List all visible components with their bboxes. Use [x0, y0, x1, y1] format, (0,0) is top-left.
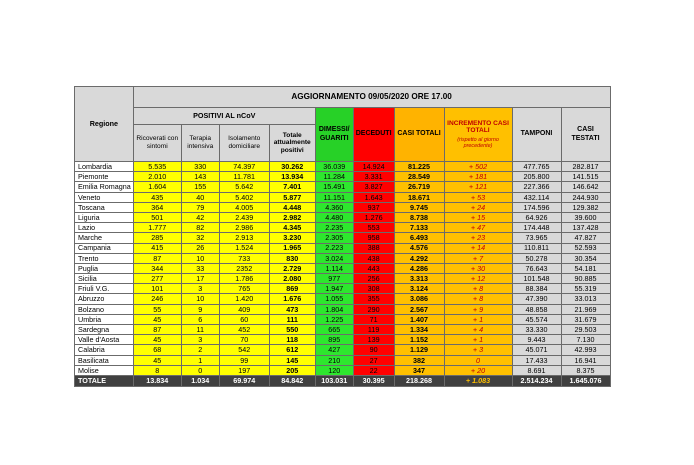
isolamento-cell: 733	[219, 253, 269, 263]
table-row	[75, 202, 611, 212]
deceduti-cell: 22	[353, 365, 394, 375]
casi-testati-cell: 141.515	[561, 172, 610, 182]
terapia-cell: 32	[181, 233, 219, 243]
casi-totali-cell: 9.745	[394, 202, 444, 212]
table-row	[75, 304, 611, 314]
deceduti-cell: 71	[353, 314, 394, 324]
casi-testati-cell: 52.593	[561, 243, 610, 253]
dimessi-cell: 427	[315, 345, 353, 355]
isolamento-cell: 4.005	[219, 202, 269, 212]
tamponi-cell: 76.643	[512, 263, 561, 273]
isolamento-cell: 70	[219, 335, 269, 345]
table-row	[75, 172, 611, 182]
totale-positivi-cell: 205	[269, 365, 315, 375]
totale-positivi-cell: 111	[269, 314, 315, 324]
tamponi-cell: 48.858	[512, 304, 561, 314]
ricoverati-cell: 45	[133, 335, 181, 345]
casi-testati-cell: 244.930	[561, 192, 610, 202]
casi-totali-cell: 1.129	[394, 345, 444, 355]
ricoverati-cell: 5.535	[133, 162, 181, 172]
incremento-cell: + 23	[444, 233, 512, 243]
dimessi-cell: 4.480	[315, 212, 353, 222]
isolamento-cell: 60	[219, 314, 269, 324]
tamponi-cell: 45.574	[512, 314, 561, 324]
header-ricoverati: Ricoverati con sintomi	[133, 125, 181, 162]
terapia-cell: 79	[181, 202, 219, 212]
region-cell: Valle d'Aosta	[75, 335, 134, 345]
dimessi-cell: 895	[315, 335, 353, 345]
casi-testati-cell: 8.375	[561, 365, 610, 375]
totale-positivi-cell: 830	[269, 253, 315, 263]
dimessi-cell: 1.055	[315, 294, 353, 304]
casi-totali-cell: 4.286	[394, 263, 444, 273]
region-cell: Umbria	[75, 314, 134, 324]
deceduti-cell: 14.924	[353, 162, 394, 172]
terapia-cell: 9	[181, 304, 219, 314]
ricoverati-cell: 101	[133, 284, 181, 294]
totale-positivi-cell: 84.842	[269, 375, 315, 386]
header-incremento-label: INCREMENTO CASI TOTALI	[447, 119, 509, 135]
totale-positivi-cell: 3.230	[269, 233, 315, 243]
ricoverati-cell: 1.777	[133, 223, 181, 233]
casi-testati-cell: 30.354	[561, 253, 610, 263]
casi-totali-cell: 6.493	[394, 233, 444, 243]
deceduti-cell: 119	[353, 325, 394, 335]
header-region: Regione	[75, 87, 134, 162]
region-cell: Liguria	[75, 212, 134, 222]
ricoverati-cell: 415	[133, 243, 181, 253]
incremento-cell: + 121	[444, 182, 512, 192]
dimessi-cell: 1.804	[315, 304, 353, 314]
isolamento-cell: 5.402	[219, 192, 269, 202]
ricoverati-cell: 45	[133, 314, 181, 324]
region-cell: Bolzano	[75, 304, 134, 314]
casi-totali-cell: 3.086	[394, 294, 444, 304]
isolamento-cell: 1.524	[219, 243, 269, 253]
deceduti-cell: 1.276	[353, 212, 394, 222]
incremento-cell: + 8	[444, 294, 512, 304]
casi-testati-cell: 282.817	[561, 162, 610, 172]
deceduti-cell: 3.827	[353, 182, 394, 192]
casi-testati-cell: 39.600	[561, 212, 610, 222]
tamponi-cell: 88.384	[512, 284, 561, 294]
ricoverati-cell: 435	[133, 192, 181, 202]
ricoverati-cell: 87	[133, 325, 181, 335]
deceduti-cell: 553	[353, 223, 394, 233]
table-row	[75, 325, 611, 335]
table-row	[75, 314, 611, 324]
table-row	[75, 284, 611, 294]
dimessi-cell: 2.235	[315, 223, 353, 233]
incremento-cell: + 12	[444, 274, 512, 284]
terapia-cell: 1.034	[181, 375, 219, 386]
dimessi-cell: 11.151	[315, 192, 353, 202]
deceduti-cell: 27	[353, 355, 394, 365]
casi-testati-cell: 1.645.076	[561, 375, 610, 386]
incremento-cell: + 15	[444, 212, 512, 222]
incremento-cell: + 4	[444, 325, 512, 335]
region-cell: Puglia	[75, 263, 134, 273]
totale-positivi-cell: 118	[269, 335, 315, 345]
casi-testati-cell: 47.827	[561, 233, 610, 243]
incremento-cell: + 9	[444, 304, 512, 314]
tamponi-cell: 64.926	[512, 212, 561, 222]
casi-testati-cell: 31.679	[561, 314, 610, 324]
casi-testati-cell: 146.642	[561, 182, 610, 192]
deceduti-cell: 438	[353, 253, 394, 263]
dimessi-cell: 2.305	[315, 233, 353, 243]
dimessi-cell: 977	[315, 274, 353, 284]
tamponi-cell: 101.548	[512, 274, 561, 284]
isolamento-cell: 11.781	[219, 172, 269, 182]
dimessi-cell: 15.491	[315, 182, 353, 192]
deceduti-cell: 3.331	[353, 172, 394, 182]
dimessi-cell: 665	[315, 325, 353, 335]
casi-testati-cell: 42.993	[561, 345, 610, 355]
tamponi-cell: 8.691	[512, 365, 561, 375]
ricoverati-cell: 344	[133, 263, 181, 273]
incremento-cell: + 8	[444, 284, 512, 294]
deceduti-cell: 355	[353, 294, 394, 304]
casi-totali-cell: 347	[394, 365, 444, 375]
header-deceduti: DECEDUTI	[353, 108, 394, 162]
isolamento-cell: 74.397	[219, 162, 269, 172]
tamponi-cell: 205.800	[512, 172, 561, 182]
tamponi-cell: 2.514.234	[512, 375, 561, 386]
isolamento-cell: 2352	[219, 263, 269, 273]
terapia-cell: 330	[181, 162, 219, 172]
region-cell: Friuli V.G.	[75, 284, 134, 294]
deceduti-cell: 90	[353, 345, 394, 355]
dimessi-cell: 1.225	[315, 314, 353, 324]
table-row	[75, 335, 611, 345]
isolamento-cell: 765	[219, 284, 269, 294]
deceduti-cell: 937	[353, 202, 394, 212]
header-isolamento: Isolamento domiciliare	[219, 125, 269, 162]
tamponi-cell: 432.114	[512, 192, 561, 202]
incremento-cell: + 53	[444, 192, 512, 202]
isolamento-cell: 197	[219, 365, 269, 375]
region-cell: Marche	[75, 233, 134, 243]
casi-totali-cell: 218.268	[394, 375, 444, 386]
region-cell: Molise	[75, 365, 134, 375]
table-row	[75, 162, 611, 172]
terapia-cell: 11	[181, 325, 219, 335]
deceduti-cell: 139	[353, 335, 394, 345]
casi-totali-cell: 26.719	[394, 182, 444, 192]
totale-positivi-cell: 145	[269, 355, 315, 365]
ricoverati-cell: 68	[133, 345, 181, 355]
totale-positivi-cell: 5.877	[269, 192, 315, 202]
ricoverati-cell: 285	[133, 233, 181, 243]
table-row	[75, 233, 611, 243]
region-cell: Campania	[75, 243, 134, 253]
terapia-cell: 40	[181, 192, 219, 202]
incremento-cell: + 3	[444, 345, 512, 355]
casi-totali-cell: 3.124	[394, 284, 444, 294]
casi-totali-cell: 4.576	[394, 243, 444, 253]
totale-positivi-cell: 473	[269, 304, 315, 314]
tamponi-cell: 174.596	[512, 202, 561, 212]
totale-positivi-cell: 1.676	[269, 294, 315, 304]
isolamento-cell: 1.786	[219, 274, 269, 284]
region-cell: Sardegna	[75, 325, 134, 335]
casi-testati-cell: 90.885	[561, 274, 610, 284]
totale-positivi-cell: 2.729	[269, 263, 315, 273]
totale-positivi-cell: 4.345	[269, 223, 315, 233]
terapia-cell: 3	[181, 335, 219, 345]
totale-positivi-cell: 30.262	[269, 162, 315, 172]
terapia-cell: 155	[181, 182, 219, 192]
totale-positivi-cell: 4.448	[269, 202, 315, 212]
casi-testati-cell: 54.181	[561, 263, 610, 273]
dimessi-cell: 3.024	[315, 253, 353, 263]
casi-totali-cell: 1.407	[394, 314, 444, 324]
dimessi-cell: 11.284	[315, 172, 353, 182]
region-cell: Basilicata	[75, 355, 134, 365]
table-row	[75, 212, 611, 222]
casi-totali-cell: 3.313	[394, 274, 444, 284]
ricoverati-cell: 2.010	[133, 172, 181, 182]
isolamento-cell: 2.986	[219, 223, 269, 233]
casi-totali-cell: 81.225	[394, 162, 444, 172]
terapia-cell: 10	[181, 294, 219, 304]
totale-positivi-cell: 612	[269, 345, 315, 355]
dimessi-cell: 210	[315, 355, 353, 365]
terapia-cell: 10	[181, 253, 219, 263]
terapia-cell: 3	[181, 284, 219, 294]
incremento-cell: + 502	[444, 162, 512, 172]
isolamento-cell: 2.913	[219, 233, 269, 243]
tamponi-cell: 17.433	[512, 355, 561, 365]
tamponi-cell: 50.278	[512, 253, 561, 263]
covid-regional-table	[74, 86, 611, 387]
incremento-cell: + 1.083	[444, 375, 512, 386]
table-row	[75, 355, 611, 365]
ricoverati-cell: 1.604	[133, 182, 181, 192]
casi-testati-cell: 7.130	[561, 335, 610, 345]
incremento-cell: + 181	[444, 172, 512, 182]
terapia-cell: 33	[181, 263, 219, 273]
terapia-cell: 26	[181, 243, 219, 253]
table-row	[75, 253, 611, 263]
incremento-cell: 0	[444, 355, 512, 365]
casi-totali-cell: 2.567	[394, 304, 444, 314]
casi-testati-cell: 129.382	[561, 202, 610, 212]
deceduti-cell: 443	[353, 263, 394, 273]
incremento-cell: + 30	[444, 263, 512, 273]
ricoverati-cell: 45	[133, 355, 181, 365]
header-positivi-group: POSITIVI AL nCoV	[133, 108, 315, 125]
isolamento-cell: 542	[219, 345, 269, 355]
region-cell: Veneto	[75, 192, 134, 202]
deceduti-cell: 30.395	[353, 375, 394, 386]
table-row	[75, 274, 611, 284]
terapia-cell: 6	[181, 314, 219, 324]
isolamento-cell: 452	[219, 325, 269, 335]
ricoverati-cell: 13.834	[133, 375, 181, 386]
header-incremento-note: (rispetto al giorno precedente)	[457, 136, 499, 150]
deceduti-cell: 388	[353, 243, 394, 253]
header-totale-positivi: Totale attualmente positivi	[269, 125, 315, 162]
casi-totali-cell: 8.738	[394, 212, 444, 222]
terapia-cell: 42	[181, 212, 219, 222]
dimessi-cell: 36.039	[315, 162, 353, 172]
casi-totali-cell: 382	[394, 355, 444, 365]
region-cell: Lombardia	[75, 162, 134, 172]
header-terapia: Terapia intensiva	[181, 125, 219, 162]
dimessi-cell: 4.360	[315, 202, 353, 212]
isolamento-cell: 99	[219, 355, 269, 365]
deceduti-cell: 290	[353, 304, 394, 314]
region-cell: Sicilia	[75, 274, 134, 284]
total-row	[75, 375, 611, 386]
deceduti-cell: 958	[353, 233, 394, 243]
tamponi-cell: 9.443	[512, 335, 561, 345]
tamponi-cell: 174.448	[512, 223, 561, 233]
totale-positivi-cell: 869	[269, 284, 315, 294]
header-incremento	[444, 108, 512, 162]
casi-testati-cell: 33.013	[561, 294, 610, 304]
table-header	[75, 87, 611, 162]
header-tamponi: TAMPONI	[512, 108, 561, 162]
tamponi-cell: 47.390	[512, 294, 561, 304]
tamponi-cell: 73.965	[512, 233, 561, 243]
ricoverati-cell: 246	[133, 294, 181, 304]
table-body	[75, 162, 611, 387]
casi-totali-cell: 1.334	[394, 325, 444, 335]
region-cell: Toscana	[75, 202, 134, 212]
isolamento-cell: 2.439	[219, 212, 269, 222]
casi-totali-cell: 18.671	[394, 192, 444, 202]
terapia-cell: 1	[181, 355, 219, 365]
incremento-cell: + 24	[444, 202, 512, 212]
casi-testati-cell: 21.969	[561, 304, 610, 314]
tamponi-cell: 45.071	[512, 345, 561, 355]
dimessi-cell: 1.114	[315, 263, 353, 273]
casi-testati-cell: 29.503	[561, 325, 610, 335]
dimessi-cell: 2.223	[315, 243, 353, 253]
dimessi-cell: 120	[315, 365, 353, 375]
casi-testati-cell: 137.428	[561, 223, 610, 233]
casi-testati-cell: 16.941	[561, 355, 610, 365]
ricoverati-cell: 87	[133, 253, 181, 263]
isolamento-cell: 409	[219, 304, 269, 314]
tamponi-cell: 477.765	[512, 162, 561, 172]
report-title: AGGIORNAMENTO 09/05/2020 ORE 17.00	[133, 87, 610, 108]
table-row	[75, 192, 611, 202]
deceduti-cell: 308	[353, 284, 394, 294]
totale-positivi-cell: 2.080	[269, 274, 315, 284]
incremento-cell: + 47	[444, 223, 512, 233]
tamponi-cell: 110.811	[512, 243, 561, 253]
casi-testati-cell: 55.319	[561, 284, 610, 294]
region-cell: TOTALE	[75, 375, 134, 386]
tamponi-cell: 227.366	[512, 182, 561, 192]
casi-totali-cell: 1.152	[394, 335, 444, 345]
table-row	[75, 365, 611, 375]
region-cell: Abruzzo	[75, 294, 134, 304]
totale-positivi-cell: 550	[269, 325, 315, 335]
table-row	[75, 345, 611, 355]
incremento-cell: + 14	[444, 243, 512, 253]
region-cell: Calabria	[75, 345, 134, 355]
terapia-cell: 2	[181, 345, 219, 355]
deceduti-cell: 256	[353, 274, 394, 284]
ricoverati-cell: 364	[133, 202, 181, 212]
isolamento-cell: 69.974	[219, 375, 269, 386]
region-cell: Piemonte	[75, 172, 134, 182]
incremento-cell: + 20	[444, 365, 512, 375]
deceduti-cell: 1.643	[353, 192, 394, 202]
totale-positivi-cell: 7.401	[269, 182, 315, 192]
isolamento-cell: 1.420	[219, 294, 269, 304]
terapia-cell: 82	[181, 223, 219, 233]
terapia-cell: 17	[181, 274, 219, 284]
tamponi-cell: 33.330	[512, 325, 561, 335]
ricoverati-cell: 8	[133, 365, 181, 375]
totale-positivi-cell: 2.982	[269, 212, 315, 222]
header-casi-totali: CASI TOTALI	[394, 108, 444, 162]
ricoverati-cell: 55	[133, 304, 181, 314]
table-row	[75, 243, 611, 253]
table-row	[75, 223, 611, 233]
terapia-cell: 0	[181, 365, 219, 375]
incremento-cell: + 1	[444, 335, 512, 345]
casi-totali-cell: 4.292	[394, 253, 444, 263]
dimessi-cell: 103.031	[315, 375, 353, 386]
incremento-cell: + 7	[444, 253, 512, 263]
ricoverati-cell: 501	[133, 212, 181, 222]
table-row	[75, 263, 611, 273]
region-cell: Trento	[75, 253, 134, 263]
region-cell: Emilia Romagna	[75, 182, 134, 192]
table-row	[75, 294, 611, 304]
totale-positivi-cell: 13.934	[269, 172, 315, 182]
incremento-cell: + 1	[444, 314, 512, 324]
table-row	[75, 182, 611, 192]
region-cell: Lazio	[75, 223, 134, 233]
terapia-cell: 143	[181, 172, 219, 182]
isolamento-cell: 5.642	[219, 182, 269, 192]
casi-totali-cell: 28.549	[394, 172, 444, 182]
header-casi-testati: CASI TESTATI	[561, 108, 610, 162]
totale-positivi-cell: 1.965	[269, 243, 315, 253]
header-dimessi: DIMESSI/ GUARITI	[315, 108, 353, 162]
ricoverati-cell: 277	[133, 274, 181, 284]
dimessi-cell: 1.947	[315, 284, 353, 294]
casi-totali-cell: 7.133	[394, 223, 444, 233]
